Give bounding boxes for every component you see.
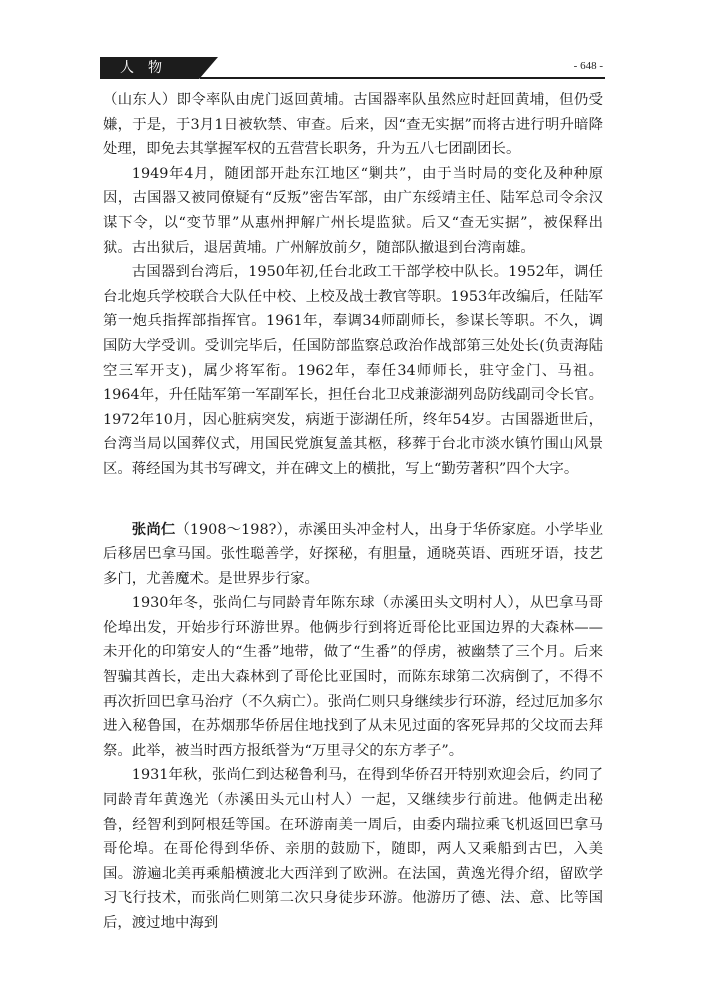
paragraph: 1949年4月，随团部开赴东江地区“剿共”，由于当时局的变化及种种原因，古国器又被同僚疑有“反叛”密告军部，由广东绥靖主任、陆军总司令余汉谋下令，以“变节罪”从惠州押解广州长堤监狱。后又“查无实据”，被保释出狱。古出狱后，退居黄埔。广州解放前夕，随部队撤退到台湾南雄。 xyxy=(103,165,603,256)
paragraph: 古国器到台湾后，1950年初,任台北政工干部学校中队长。1952年，调任台北炮兵学校联合大队任中校、上校及战士教官等职。1953年改编后，任陆军第一炮兵指挥部指挥官。1961年，奉调34师副师长，参谋长等职。不久，调国防大学受训。受训完毕后，任国防部监察总政治作战部第三处处长(负责海陆空三军开支)，属少将军衔。1962年，奉任34师师长，驻守金门、马祖。1964年，升任陆军第一军副军长，担任台北卫戍兼澎湖列岛防线副司令长官。1972年10月，因心脏病突发，病逝于澎湖任所，终年54岁。古国器逝世后，台湾当局以国葬仪式，用国民党旗复盖其柩，移葬于台北市淡水镇竹围山风景区。蒋经国为其书写碑文，并在碑文上的横批，写上“勤劳著积”四个大字。 xyxy=(103,264,603,477)
paragraph: （山东人）即令率队由虎门返回黄埔。古国器率队虽然应时赶回黄埔，但仍受嫌，于是，于3月1日被软禁、审查。后来，因“查无实据”而将古进行明升暗降处理，即免去其掌握军权的五营营长职务，升为五八七团副团长。 xyxy=(103,92,603,158)
paragraph: 1931年秋，张尚仁到达秘鲁利马，在得到华侨召开特别欢迎会后，约同了同龄青年黄逸光（赤溪田头元山村人）一起，又继续步行前进。他俩走出秘鲁，经智利到阿根廷等国。在环游南美一周后，由委内瑞拉乘飞机返回巴拿马哥伦埠。在哥伦得到华侨、亲朋的鼓励下，随即，两人又乘船到古巴，入美国。游遍北美再乘船横渡北大西洋到了欧洲。在法国，黄逸光得介绍，留欧学习飞行技术，而张尚仁则第二次只身徒步环游。他游历了德、法、意、比等国后，渡过地中海到 xyxy=(103,767,603,931)
person-entry xyxy=(103,518,603,592)
page-number: - 648 - xyxy=(573,60,603,72)
page-body xyxy=(103,88,603,936)
section-gap xyxy=(103,482,603,518)
header-rule xyxy=(200,77,605,79)
paragraph: 1930年冬，张尚仁与同龄青年陈东球（赤溪田头文明村人），从巴拿马哥伦埠出发，开始步行环游世界。他俩步行到将近哥伦比亚国边界的大森林——未开化的印第安人的“生番”地带，做了“生番”的俘虏，被幽禁了三个月。后来智骗其酋长，走出大森林到了哥伦比亚国时，而陈东球第二次病倒了，不得不再次折回巴拿马治疗（不久病亡）。张尚仁则只身继续步行环游，经过厄加多尔进入秘鲁国，在苏烟那华侨居住地找到了从未见过面的客死异邦的父坟而去拜祭。此举，被当时西方报纸誉为“万里寻父的东方孝子”。 xyxy=(103,595,603,759)
section-title: 人物 xyxy=(120,60,176,76)
page-header xyxy=(100,57,605,79)
person-intro: （1908～198?），赤溪田头冲金村人，出身于华侨家庭。小学毕业后移居巴拿马国。张性聪善学，好探秘，有胆量，通晓英语、西班牙语，技艺多门，尤善魔术。是世界步行家。 xyxy=(103,521,603,587)
person-name: 张尚仁 xyxy=(131,521,176,538)
